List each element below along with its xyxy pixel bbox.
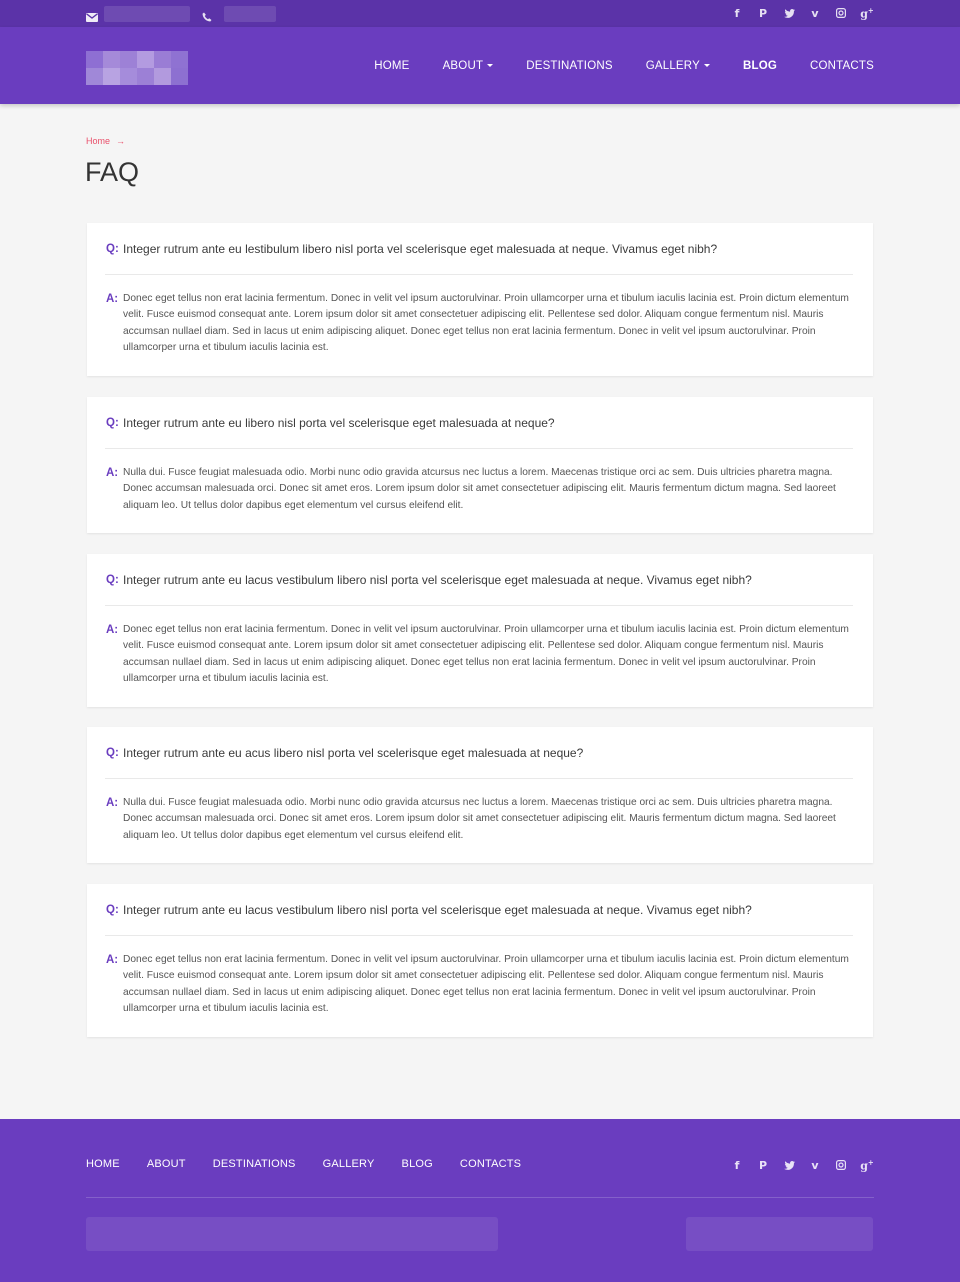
logo-pixel	[86, 51, 103, 68]
faq-item	[87, 884, 873, 1037]
question-prefix: Q:	[106, 747, 119, 759]
logo-pixel	[137, 51, 154, 68]
faq-divider	[105, 448, 853, 449]
question-text: Integer rutrum ante eu lestibulum libero nisl porta vel scelerisque eget malesuada at neque. Vivamus eget nibh?	[123, 242, 718, 256]
logo-pixel	[120, 51, 137, 68]
footer-links-blurred	[686, 1217, 873, 1251]
footer-nav-home[interactable]: HOME	[86, 1158, 120, 1170]
vimeo-icon[interactable]: v	[811, 6, 819, 20]
breadcrumb-separator: →	[116, 136, 126, 146]
answer-prefix: A:	[106, 797, 119, 809]
google-plus-icon[interactable]: g+	[860, 1157, 874, 1173]
twitter-icon[interactable]	[776, 3, 802, 23]
nav-item-label: CONTACTS	[810, 59, 874, 72]
footer-nav-contacts[interactable]: CONTACTS	[459, 1158, 522, 1170]
faq-question[interactable]	[106, 572, 853, 588]
email-contact[interactable]	[86, 0, 190, 27]
logo-pixel	[86, 68, 103, 85]
pinterest-icon[interactable]: P	[758, 6, 768, 20]
faq-answer	[106, 465, 853, 514]
question-text: Integer rutrum ante eu lacus vestibulum libero nisl porta vel scelerisque eget malesuada at neque. Vivamus eget nibh?	[123, 903, 752, 917]
footer-copyright-blurred	[86, 1217, 498, 1251]
logo-pixel	[154, 68, 171, 85]
nav-item-label: ABOUT	[442, 59, 484, 72]
nav-item-about[interactable]	[443, 60, 494, 72]
footer-social-links	[724, 1155, 880, 1175]
question-prefix: Q:	[106, 417, 119, 429]
answer-text: Donec eget tellus non erat lacinia fermentum. Donec in velit vel ipsum auctorulvinar. Proin ullamcorper urna et tibulum iaculis lacinia est. Proin dictum elementum velit. Fusce euismod consequat ante. Lorem ipsum dolor sit amet consectetuer adipiscing elit. Pellentese sed dolor. Aliquam congue fermentum nisl. Mauris accumsan nullael diam. Sed in lacus ut enim adipiscing aliquet. Donec eget tellus non erat lacinia fermentum. Donec in velit vel ipsum auctorulvinar. Proin ullamcorper urna et tibulum iaculis lacinia est.	[123, 293, 849, 354]
phone-icon	[202, 9, 212, 19]
vimeo-icon[interactable]: v	[811, 1158, 819, 1172]
logo-pixel	[103, 68, 120, 85]
logo-pixel	[171, 68, 188, 85]
google-plus-icon[interactable]: g+	[860, 5, 874, 21]
faq-question[interactable]	[106, 745, 853, 761]
answer-text: Nulla dui. Fusce feugiat malesuada odio. Morbi nunc odio gravida atcursus nec luctus a lorem. Maecenas tristique orci ac sem. Duis ultricies pharetra magna. Donec accumsan malesuada orci. Donec sit amet eros. Lorem ipsum dolor sit amet consectetuer adipiscing elit. Mauris fermentum dictum magna. Sed laoreet aliquam leo. Ut tellus dolor dapibus eget elementum vel cursus eleifend elit.	[123, 797, 836, 841]
pinterest-icon[interactable]: P	[758, 1158, 768, 1172]
facebook-icon[interactable]: f	[734, 1158, 740, 1172]
answer-prefix: A:	[106, 624, 119, 636]
footer-nav-gallery[interactable]: GALLERY	[322, 1158, 375, 1170]
caret-down-icon	[704, 64, 710, 67]
question-prefix: Q:	[106, 904, 119, 916]
email-text-blurred	[104, 6, 190, 22]
breadcrumb	[86, 136, 125, 146]
faq-answer	[106, 622, 853, 688]
footer-divider	[86, 1197, 874, 1198]
logo-pixel	[171, 51, 188, 68]
logo-pixel	[120, 68, 137, 85]
nav-item-label: DESTINATIONS	[526, 59, 613, 72]
faq-answer	[106, 291, 853, 357]
faq-item	[87, 223, 873, 376]
envelope-icon	[86, 9, 98, 18]
faq-item	[87, 397, 873, 533]
nav-item-blog[interactable]	[743, 60, 777, 72]
faq-question[interactable]	[106, 902, 853, 918]
nav-item-label: GALLERY	[645, 59, 700, 72]
topbar-social-links	[724, 3, 880, 23]
answer-text: Donec eget tellus non erat lacinia fermentum. Donec in velit vel ipsum auctorulvinar. Proin ullamcorper urna et tibulum iaculis lacinia est. Proin dictum elementum velit. Fusce euismod consequat ante. Lorem ipsum dolor sit amet consectetuer adipiscing elit. Pellentese sed dolor. Aliquam congue fermentum nisl. Mauris accumsan nullael diam. Sed in lacus ut enim adipiscing aliquet. Donec eget tellus non erat lacinia fermentum. Donec in velit vel ipsum auctorulvinar. Proin ullamcorper urna et tibulum iaculis lacinia est.	[123, 624, 849, 685]
instagram-icon[interactable]	[828, 3, 854, 23]
main-nav	[374, 27, 874, 104]
logo-pixel	[154, 51, 171, 68]
logo-pixel	[103, 51, 120, 68]
site-header	[0, 27, 960, 104]
question-prefix: Q:	[106, 243, 119, 255]
answer-text: Donec eget tellus non erat lacinia fermentum. Donec in velit vel ipsum auctorulvinar. Proin ullamcorper urna et tibulum iaculis lacinia est. Proin dictum elementum velit. Fusce euismod consequat ante. Lorem ipsum dolor sit amet consectetuer adipiscing elit. Pellentese sed dolor. Aliquam congue fermentum nisl. Mauris accumsan nullael diam. Sed in lacus ut enim adipiscing aliquet. Donec eget tellus non erat lacinia fermentum. Donec in velit vel ipsum auctorulvinar. Proin ullamcorper urna et tibulum iaculis lacinia est.	[123, 954, 849, 1015]
site-footer	[0, 1119, 960, 1282]
phone-contact[interactable]	[202, 0, 276, 27]
top-bar	[0, 0, 960, 27]
nav-item-label: HOME	[374, 59, 410, 72]
faq-question[interactable]	[106, 415, 853, 431]
site-logo[interactable]	[86, 51, 189, 85]
answer-prefix: A:	[106, 293, 119, 305]
nav-item-home[interactable]	[374, 60, 409, 72]
nav-item-label: BLOG	[742, 59, 777, 72]
faq-divider	[105, 935, 853, 936]
nav-item-gallery[interactable]	[646, 60, 710, 72]
caret-down-icon	[487, 64, 493, 67]
nav-item-contacts[interactable]	[810, 60, 874, 72]
logo-pixel	[137, 68, 154, 85]
phone-text-blurred	[224, 6, 276, 22]
faq-divider	[105, 605, 853, 606]
faq-question[interactable]	[106, 241, 853, 257]
question-text: Integer rutrum ante eu lacus vestibulum libero nisl porta vel scelerisque eget malesuada at neque. Vivamus eget nibh?	[123, 573, 752, 587]
footer-nav	[86, 1158, 521, 1170]
footer-nav-about[interactable]: ABOUT	[146, 1158, 186, 1170]
breadcrumb-home-link[interactable]: Home	[86, 136, 111, 146]
answer-text: Nulla dui. Fusce feugiat malesuada odio. Morbi nunc odio gravida atcursus nec luctus a lorem. Maecenas tristique orci ac sem. Duis ultricies pharetra magna. Donec accumsan malesuada orci. Donec sit amet eros. Lorem ipsum dolor sit amet consectetuer adipiscing elit. Mauris fermentum dictum magna. Sed laoreet aliquam leo. Ut tellus dolor dapibus eget elementum vel cursus eleifend elit.	[123, 467, 836, 511]
nav-item-destinations[interactable]	[526, 60, 613, 72]
question-text: Integer rutrum ante eu acus libero nisl porta vel scelerisque eget malesuada at neque?	[123, 746, 584, 760]
answer-prefix: A:	[106, 954, 119, 966]
question-prefix: Q:	[106, 574, 119, 586]
page-title: FAQ	[85, 157, 140, 187]
instagram-icon[interactable]	[828, 1155, 854, 1175]
faq-item	[87, 554, 873, 707]
footer-nav-blog[interactable]: BLOG	[401, 1158, 433, 1170]
faq-answer	[106, 952, 853, 1018]
twitter-icon[interactable]	[776, 1155, 802, 1175]
facebook-icon[interactable]: f	[734, 6, 740, 20]
faq-answer	[106, 795, 853, 844]
answer-prefix: A:	[106, 467, 119, 479]
faq-divider	[105, 274, 853, 275]
faq-divider	[105, 778, 853, 779]
question-text: Integer rutrum ante eu libero nisl porta vel scelerisque eget malesuada at neque?	[123, 416, 555, 430]
footer-nav-destinations[interactable]: DESTINATIONS	[212, 1158, 296, 1170]
faq-item	[87, 727, 873, 863]
